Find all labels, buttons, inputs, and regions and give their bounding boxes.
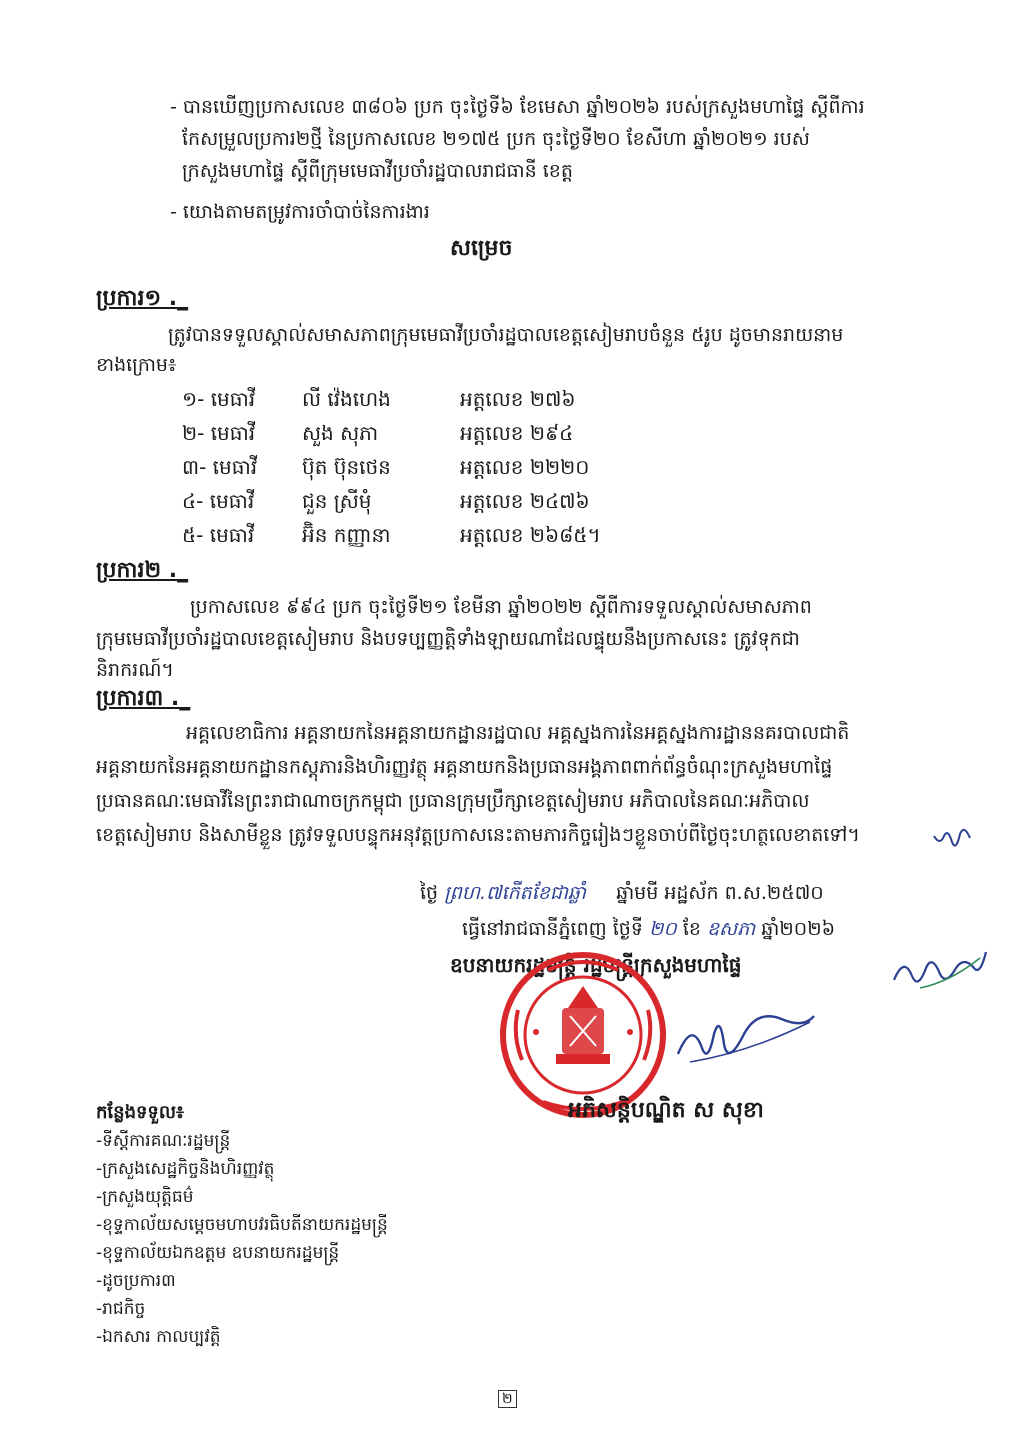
preamble-line-3: ក្រសួងមហាផ្ទៃ ស្ដីពីក្រុមមេធាវីប្រចាំរដ្ឋបាលរាជធានី ខេត្ត [182, 160, 573, 182]
member-registration: អត្តលេខ ២៩៤ [460, 421, 574, 445]
main-signature-icon [670, 1010, 820, 1070]
place-date-prefix: ធ្វើនៅរាជធានីភ្នំពេញ ថ្ងៃទី [462, 918, 643, 940]
member-registration: អត្តលេខ ២៧៦ [460, 387, 576, 411]
member-name: អ៊ិន កញ្ញានា [302, 523, 391, 547]
preamble-line-1: - បានឃើញប្រកាសលេខ ៣៨០៦ ប្រក ចុះថ្ងៃទី៦ ខែមេសា ឆ្នាំ២០២៦ របស់ក្រសួងមហាផ្ទៃ ស្ដីពីការ [170, 96, 865, 118]
recipient-item: -ឯកសារ កាលប្បវត្តិ [96, 1327, 221, 1347]
member-name: លី វ៉េងហេង [302, 387, 391, 411]
recipient-item: -ក្រសួងយុត្តិធម៌ [96, 1187, 194, 1207]
member-number: ៤- មេធាវី [182, 489, 255, 513]
lunar-date-line [420, 878, 824, 908]
place-date-month: ឧសភា [707, 918, 756, 940]
member-row [0, 418, 1014, 448]
member-number: ២- មេធាវី [182, 421, 256, 445]
article-3-line-2: អគ្គនាយកនៃអគ្គនាយកដ្ឋានកស្តុភារនិងហិរញ្ញវត្ថុ អគ្គនាយកនិងប្រធានអង្គភាពពាក់ព័ន្ធចំណុះក្រសួងមហាផ្ទៃ [96, 756, 833, 778]
member-number: ១- មេធាវី [182, 387, 256, 411]
recipient-item: -ក្រសួងសេដ្ឋកិច្ចនិងហិរញ្ញវត្ថុ [96, 1159, 275, 1179]
article-1-heading: ប្រការ១ ._ [96, 286, 189, 311]
lunar-date-handwritten: ព្រហ.៧កើតខែជាឆ្លាំ [444, 882, 587, 904]
preamble-line-4: - យោងតាមតម្រូវការចាំបាច់នៃការងារ [170, 201, 430, 223]
place-date-year: ឆ្នាំ២០២៦ [761, 918, 836, 940]
recipient-item: -ទីស្តីការគណៈរដ្ឋមន្ត្រី [96, 1131, 231, 1151]
article-3-heading: ប្រការ៣ ._ [96, 686, 191, 711]
article-2-line-2: ក្រុមមេធាវីប្រចាំរដ្ឋបាលខេត្តសៀមរាប និងបទប្បញ្ញត្តិទាំងឡាយណាដែលផ្ទុយនឹងប្រកាសនេះ ត្រូវទុកជា [96, 628, 800, 650]
preamble-line-2: កែសម្រួលប្រការ២ថ្មី នៃប្រកាសលេខ ២១៧៥ ប្រក ចុះថ្ងៃទី២០ ខែសីហា ឆ្នាំ២០២១ របស់ [182, 128, 810, 150]
article-1-line-2: ខាងក្រោម៖ [96, 354, 177, 376]
official-seal-icon [498, 950, 668, 1120]
place-date-day: ២០ [648, 918, 677, 940]
article-2-line-3: និរាករណ៍។ [96, 659, 174, 681]
lunar-date-suffix: ឆ្នាំមមី អដ្ឋស័ក ព.ស.២៥៧០ [616, 882, 824, 904]
member-row [0, 384, 1014, 414]
initial-mark-icon [930, 822, 976, 852]
member-name: ជួន ស្រីមុំ [302, 489, 372, 513]
recipient-item: -ខុទ្ទកាល័យឯកឧត្តម ឧបនាយករដ្ឋមន្ត្រី [96, 1243, 340, 1263]
recipient-item: -រាជកិច្ច [96, 1299, 146, 1319]
initial-signature-icon [890, 950, 990, 994]
member-name: ប៊ុត ប៊ុនថេន [302, 455, 391, 479]
decision-title: សម្រេច [450, 236, 513, 261]
member-registration: អត្តលេខ ២៦៨៥។ [460, 523, 601, 547]
member-registration: អត្តលេខ ២៤៧៦ [460, 489, 590, 513]
recipient-item: -ដូចប្រការ៣ [96, 1271, 176, 1291]
member-registration: អត្តលេខ ២២២០ [460, 455, 590, 479]
article-2-line-1: ប្រកាសលេខ ៩៩៤ ប្រក ចុះថ្ងៃទី២១ ខែមីនា ឆ្នាំ២០២២ ស្ដីពីការទទួលស្គាល់សមាសភាព [190, 596, 812, 618]
article-2-heading: ប្រការ២ ._ [96, 558, 189, 583]
member-row [0, 486, 1014, 516]
page-number: ២ [498, 1390, 517, 1408]
place-date-line [462, 914, 835, 944]
article-3-line-3: ប្រធានគណៈមេធាវីនៃព្រះរាជាណាចក្រកម្ពុជា ប្រធានក្រុមប្រឹក្សាខេត្តសៀមរាប អភិបាលនៃគណៈអភិបាល [96, 790, 810, 812]
lunar-date-prefix: ថ្ងៃ [420, 882, 439, 904]
member-name: សួង សុភា [302, 421, 379, 445]
signatory-name: អភិសន្តិបណ្ឌិត ស សុខា [568, 1098, 764, 1123]
member-number: ៣- មេធាវី [182, 455, 258, 479]
article-1-line-1: ត្រូវបានទទួលស្គាល់សមាសភាពក្រុមមេធាវីប្រចាំរដ្ឋបាលខេត្តសៀមរាបចំនួន ៥រូប ដូចមានរាយនាម [168, 324, 844, 346]
recipient-item: -ខុទ្ទកាល័យសម្ដេចមហាបវរធិបតីនាយករដ្ឋមន្ត្រី [96, 1215, 388, 1235]
signatory-title: ឧបនាយករដ្ឋមន្ត្រី រដ្ឋមន្ត្រីក្រសួងមហាផ្ទៃ [450, 953, 742, 977]
article-3-line-1: អគ្គលេខាធិការ អគ្គនាយកនៃអគ្គនាយកដ្ឋានរដ្ឋបាល អគ្គស្នងការនៃអគ្គស្នងការដ្ឋាននគរបាលជាតិ [186, 722, 850, 744]
place-date-month-prefix: ខែ [682, 918, 701, 940]
recipients-heading: កន្លែងទទួល៖ [96, 1102, 184, 1123]
article-3-line-4: ខេត្តសៀមរាប និងសាមីខ្លួន ត្រូវទទួលបន្ទុកអនុវត្តប្រកាសនេះតាមភារកិច្ចរៀងៗខ្លួនចាប់ពីថ្ងៃចុះហត្ថលេខាតទៅ។ [96, 824, 860, 846]
member-row [0, 452, 1014, 482]
member-number: ៥- មេធាវី [182, 523, 255, 547]
member-row [0, 520, 1014, 550]
